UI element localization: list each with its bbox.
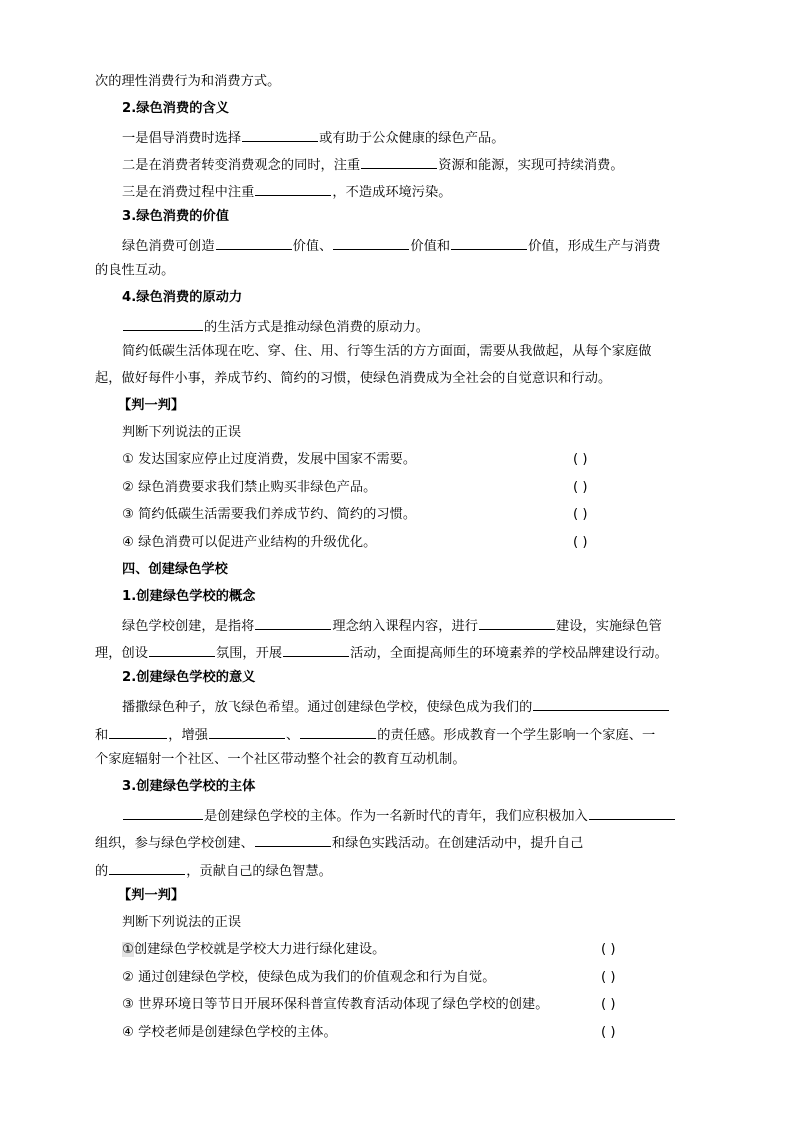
text-segment: 的生活方式是推动绿色消费的原动力。 xyxy=(204,320,430,335)
judge-item: ② 通过创建绿色学校，使绿色成为我们的价值观念和行为自觉。 xyxy=(122,970,496,985)
text-line xyxy=(122,235,660,256)
answer-parens[interactable]: ( ) xyxy=(601,997,616,1012)
fill-blank[interactable] xyxy=(451,235,527,250)
fill-blank[interactable] xyxy=(123,316,203,331)
text-segment: 播撒绿色种子，放飞绿色希望。通过创建绿色学校，使绿色成为我们的 xyxy=(122,700,533,715)
text-line xyxy=(122,696,670,717)
text-segment: 、 xyxy=(285,728,300,743)
answer-parens[interactable]: ( ) xyxy=(573,507,588,522)
text-segment: 一是倡导消费时选择 xyxy=(122,131,242,146)
text-segment: 是创建绿色学校的主体。作为一名新时代的青年，我们应积极加入 xyxy=(204,809,588,824)
fill-blank[interactable] xyxy=(300,724,376,739)
answer-parens[interactable]: ( ) xyxy=(601,1025,616,1040)
fill-blank[interactable] xyxy=(123,805,203,820)
judge-item: ④ 学校老师是创建绿色学校的主体。 xyxy=(122,1025,337,1040)
text-segment: ，增强 xyxy=(168,728,208,743)
text-line xyxy=(122,316,429,337)
fill-blank[interactable] xyxy=(109,724,167,739)
judge-item xyxy=(122,941,385,959)
text-line xyxy=(95,642,668,663)
answer-parens[interactable]: ( ) xyxy=(601,942,616,957)
text-segment: 绿色学校创建，是指将 xyxy=(122,619,255,634)
fill-blank[interactable] xyxy=(255,181,331,196)
text-segment: 三是在消费过程中注重 xyxy=(122,185,255,200)
section-heading: 2.创建绿色学校的意义 xyxy=(122,670,256,685)
fill-blank[interactable] xyxy=(209,724,285,739)
text-segment: 理，创设 xyxy=(95,646,148,661)
fill-blank[interactable] xyxy=(216,235,292,250)
text-segment: 价值、 xyxy=(292,239,333,254)
text-segment: 或有助于公众健康的绿色产品。 xyxy=(319,131,505,146)
answer-parens[interactable]: ( ) xyxy=(573,452,588,467)
section-heading: 3.绿色消费的价值 xyxy=(122,209,229,224)
text-segment: 和 xyxy=(95,728,109,743)
exercise-title: 【判一判】 xyxy=(118,888,185,903)
fill-blank[interactable] xyxy=(533,696,669,711)
text-segment: 的责任感。形成教育一个学生影响一个家庭、一 xyxy=(377,728,656,743)
fill-blank[interactable] xyxy=(283,642,349,657)
section-heading: 3.创建绿色学校的主体 xyxy=(122,779,256,794)
section-heading: 1.创建绿色学校的概念 xyxy=(122,589,256,604)
text-segment: 创建绿色学校就是学校大力进行绿化建设。 xyxy=(133,942,386,957)
exercise-intro: 判断下列说法的正误 xyxy=(122,425,242,440)
text-line xyxy=(122,805,676,826)
text-segment: 绿色消费可创造 xyxy=(122,239,215,254)
text-segment: 二是在消费者转变消费观念的同时，注重 xyxy=(122,158,361,173)
answer-parens[interactable]: ( ) xyxy=(601,970,616,985)
text-segment: 建设，实施绿色管 xyxy=(556,619,662,634)
text-line xyxy=(95,860,332,881)
text-segment: 组织，参与绿色学校创建、 xyxy=(95,836,254,851)
answer-parens[interactable]: ( ) xyxy=(573,535,588,550)
text-segment: 理念纳入课程内容，进行 xyxy=(332,619,478,634)
text-segment: 的 xyxy=(95,864,109,879)
part-heading: 四、创建绿色学校 xyxy=(122,562,228,577)
judge-item: ③ 世界环境日等节日开展环保科普宣传教育活动体现了绿色学校的创建。 xyxy=(122,997,549,1012)
text-line xyxy=(95,832,583,853)
judge-item: ① 发达国家应停止过度消费，发展中国家不需要。 xyxy=(122,452,417,467)
text-line: 的良性互动。 xyxy=(95,263,175,278)
fill-blank[interactable] xyxy=(255,615,331,630)
text-line: 起，做好每件小事，养成节约、简约的习惯，使绿色消费成为全社会的自觉意识和行动。 xyxy=(95,371,612,386)
text-line: 次的理性消费行为和消费方式。 xyxy=(95,74,281,89)
text-line: 简约低碳生活体现在吃、穿、住、用、行等生活的方方面面，需要从我做起，从每个家庭做 xyxy=(122,344,652,359)
answer-parens[interactable]: ( ) xyxy=(573,480,588,495)
section-heading: 4.绿色消费的原动力 xyxy=(122,290,243,305)
text-line xyxy=(122,615,662,636)
text-segment: 和绿色实践活动。在创建活动中，提升自己 xyxy=(331,836,584,851)
exercise-title: 【判一判】 xyxy=(118,398,185,413)
text-line xyxy=(95,724,655,745)
judge-item: ④ 绿色消费可以促进产业结构的升级优化。 xyxy=(122,535,377,550)
fill-blank[interactable] xyxy=(109,860,185,875)
section-heading: 2.绿色消费的含义 xyxy=(122,101,229,116)
fill-blank[interactable] xyxy=(361,154,437,169)
exercise-intro: 判断下列说法的正误 xyxy=(122,915,242,930)
text-segment: 活动，全面提高师生的环境素养的学校品牌建设行动。 xyxy=(350,646,668,661)
text-segment: ，贡献自己的绿色智慧。 xyxy=(186,864,332,879)
text-segment: 价值和 xyxy=(410,239,451,254)
text-segment: ，不造成环境污染。 xyxy=(332,185,452,200)
fill-blank[interactable] xyxy=(333,235,409,250)
fill-blank[interactable] xyxy=(255,832,331,847)
text-line xyxy=(122,154,624,175)
text-segment: 资源和能源，实现可持续消费。 xyxy=(438,158,624,173)
fill-blank[interactable] xyxy=(242,127,318,142)
fill-blank[interactable] xyxy=(479,615,555,630)
text-line xyxy=(122,181,452,202)
fill-blank[interactable] xyxy=(589,805,675,820)
judge-item: ② 绿色消费要求我们禁止购买非绿色产品。 xyxy=(122,480,377,495)
judge-item: ③ 简约低碳生活需要我们养成节约、简约的习惯。 xyxy=(122,507,417,522)
item-number-highlight: ① xyxy=(122,942,134,957)
text-segment: 价值，形成生产与消费 xyxy=(528,239,661,254)
text-line xyxy=(122,127,504,148)
fill-blank[interactable] xyxy=(149,642,215,657)
text-segment: 氛围，开展 xyxy=(215,646,283,661)
text-line: 个家庭辐射一个社区、一个社区带动整个社会的教育互动机制。 xyxy=(95,752,466,767)
